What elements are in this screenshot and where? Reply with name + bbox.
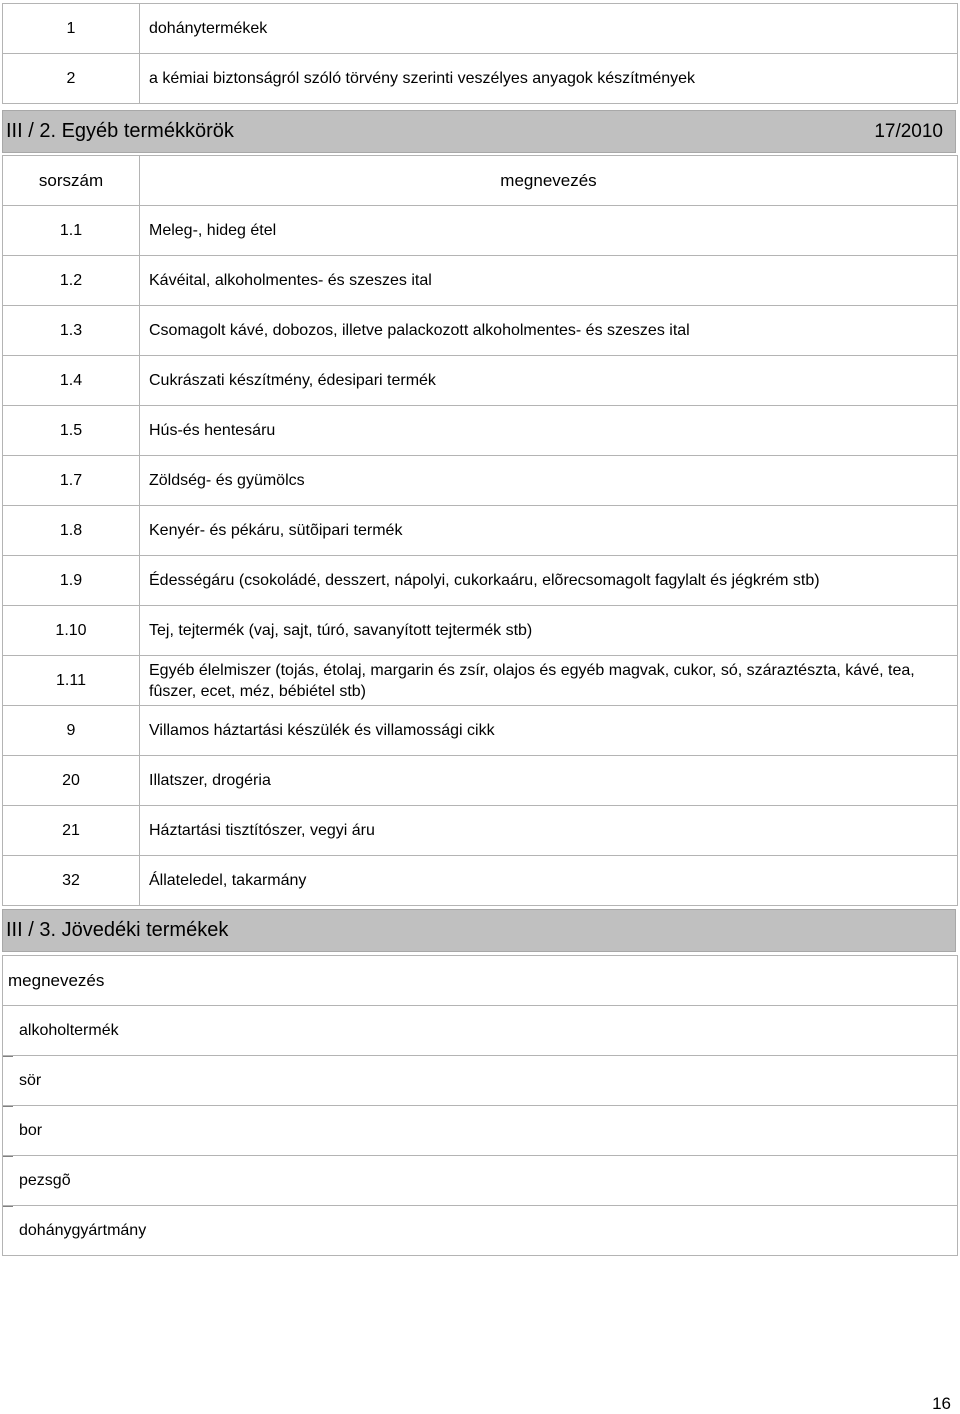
section2-header: [2, 110, 956, 153]
row-number: 2: [3, 54, 140, 104]
row-text: Tej, tejtermék (vaj, sajt, túró, savanyított tejtermék stb): [140, 606, 958, 656]
row-text: bor: [19, 1121, 43, 1139]
row-text: Kávéital, alkoholmentes- és szeszes ital: [140, 256, 958, 306]
row-text: Állateledel, takarmány: [140, 856, 958, 906]
row-cell: [3, 1106, 958, 1156]
row-text: pezsgõ: [19, 1171, 71, 1189]
page-number: 16: [932, 1394, 951, 1413]
row-text: Hús-és hentesáru: [140, 406, 958, 456]
section2-code: 17/2010: [874, 121, 943, 142]
table-row: [3, 456, 958, 506]
row-number: 20: [3, 756, 140, 806]
table-row: [3, 856, 958, 906]
row-number: 1.10: [3, 606, 140, 656]
row-number: 1.4: [3, 356, 140, 406]
row-number: 1.2: [3, 256, 140, 306]
table-row: [3, 656, 958, 706]
table-row: [3, 54, 958, 104]
row-text: Csomagolt kávé, dobozos, illetve palackozott alkoholmentes- és szeszes ital: [140, 306, 958, 356]
row-number: 9: [3, 706, 140, 756]
table-row: [3, 606, 958, 656]
row-cell: [3, 1056, 958, 1106]
row-text: Háztartási tisztítószer, vegyi áru: [140, 806, 958, 856]
row-text: dohánytermékek: [140, 4, 958, 54]
row-number: 1.8: [3, 506, 140, 556]
column-header-name: megnevezés: [3, 956, 958, 1006]
tick-mark: [3, 1106, 13, 1107]
row-text: Zöldség- és gyümölcs: [140, 456, 958, 506]
tick-mark: [3, 1206, 13, 1207]
table-row: [3, 1206, 958, 1256]
tick-mark: [3, 1056, 13, 1057]
row-text: Cukrászati készítmény, édesipari termék: [140, 356, 958, 406]
table-row: [3, 506, 958, 556]
table-row: [3, 4, 958, 54]
table-row: [3, 306, 958, 356]
table-row: [3, 706, 958, 756]
row-text: Meleg-, hideg étel: [140, 206, 958, 256]
row-number: 1.1: [3, 206, 140, 256]
section3-title: III / 3. Jövedéki termékek: [6, 919, 229, 941]
row-text: a kémiai biztonságról szóló törvény szerinti veszélyes anyagok készítmények: [140, 54, 958, 104]
table-row: [3, 1156, 958, 1206]
column-header-number: sorszám: [3, 156, 140, 206]
row-text: Kenyér- és pékáru, sütõipari termék: [140, 506, 958, 556]
table-row: [3, 356, 958, 406]
row-number: 1.11: [3, 656, 140, 706]
row-number: 32: [3, 856, 140, 906]
table-row: [3, 1006, 958, 1056]
row-number: 1.5: [3, 406, 140, 456]
table-header-row: [3, 956, 958, 1006]
top-rows-table: [2, 3, 958, 104]
section2-table: [2, 155, 958, 906]
row-cell: [3, 1206, 958, 1256]
row-number: 1.9: [3, 556, 140, 606]
table-row: [3, 756, 958, 806]
row-text: sör: [19, 1071, 42, 1089]
row-cell: [3, 1156, 958, 1206]
table-row: [3, 1056, 958, 1106]
table-row: [3, 806, 958, 856]
row-number: 1.7: [3, 456, 140, 506]
row-number: 1: [3, 4, 140, 54]
table-row: [3, 406, 958, 456]
table-row: [3, 556, 958, 606]
column-header-name: megnevezés: [140, 156, 958, 206]
row-text: alkoholtermék: [3, 1006, 958, 1056]
row-number: 1.3: [3, 306, 140, 356]
table-row: [3, 256, 958, 306]
section3-table: [2, 955, 958, 1256]
row-text: Villamos háztartási készülék és villamossági cikk: [140, 706, 958, 756]
row-text: Illatszer, drogéria: [140, 756, 958, 806]
section3-header: [2, 909, 956, 952]
row-text: Édességáru (csokoládé, desszert, nápolyi, cukorkaáru, elõrecsomagolt fagylalt és jégkrém stb): [140, 556, 958, 606]
table-header-row: [3, 156, 958, 206]
row-text: dohánygyártmány: [19, 1221, 147, 1239]
table-row: [3, 1106, 958, 1156]
table-row: [3, 206, 958, 256]
section2-title: III / 2. Egyéb termékkörök: [6, 120, 234, 142]
tick-mark: [3, 1156, 13, 1157]
row-text: Egyéb élelmiszer (tojás, étolaj, margarin és zsír, olajos és egyéb magvak, cukor, só, száraztészta, kávé, tea, fûszer, ecet, méz, bébiétel stb): [140, 656, 958, 706]
row-number: 21: [3, 806, 140, 856]
